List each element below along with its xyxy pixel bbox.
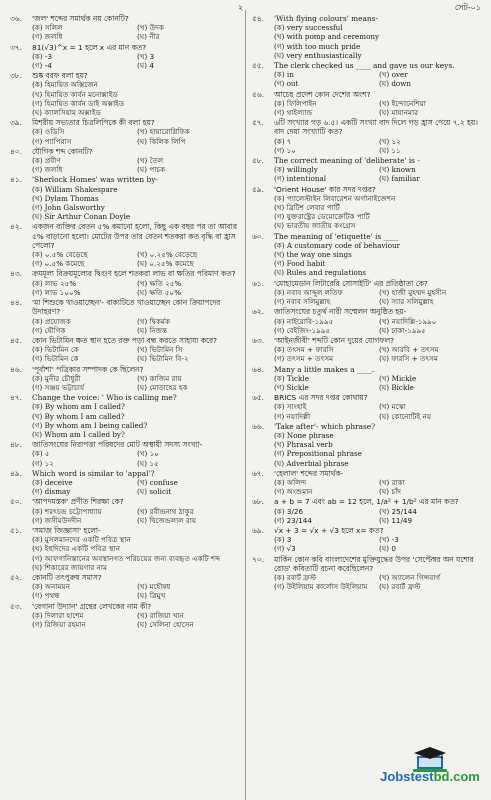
question-item (252, 365, 484, 393)
option-list (274, 194, 484, 231)
answer-option: (গ) Sickle (274, 382, 309, 392)
answer-option: (খ) নয়াদিল্লি-১৯৯০ (379, 316, 437, 326)
question-number: ৬২. (252, 307, 264, 317)
answer-option: (খ) তৈল (137, 156, 164, 166)
answer-option: (ক) ফিলিপাইন (274, 98, 317, 108)
answer-option: (গ) হিমায়িত কার্বন ডাই অক্সাইড (32, 98, 125, 108)
answer-option: (খ) the way one sings (274, 250, 352, 260)
answer-option: (ঘ) ভিটামিন বি-২ (137, 354, 189, 364)
option-list (274, 99, 484, 117)
answer-option: (খ) over (379, 70, 408, 80)
question-text: 'আইনজীবী' শব্দটি কোন দুয়ের যোগফল? (274, 335, 395, 345)
answer-option: (ঘ) familiar (379, 174, 420, 184)
question-text: a + b = 7 এবং ab = 12 হলে, 1/a² + 1/b² এর মান কত? (274, 497, 459, 507)
question-text: জাতিসংঘের চতুর্থ নারী সম্মেলন অনুষ্ঠিত হয়- (274, 307, 407, 317)
question-item (10, 393, 242, 439)
answer-option: (ক) deceive (32, 477, 73, 487)
answer-option: (ঘ) পাচক (137, 165, 166, 175)
answer-option: (ক) ওডিসি (32, 127, 65, 137)
answer-option: (গ) রিজিয়া রহমান (32, 620, 86, 629)
answer-option: (খ) By whom I am called? (32, 411, 125, 421)
answer-option: (গ) যৌগিক (32, 325, 66, 335)
question-text: জাতিসংঘের নিরাপত্তা পরিষদের মোট অস্থায়ী সদস্য সংখ্যা- (32, 440, 203, 450)
question-text: 'মা শিশুকে খাওয়াচ্ছেন'- বাক্যটিতে খাওয়াচ্ছেন কোন ক্রিয়াপদের উদাহরণ? (32, 298, 221, 317)
answer-option: (ঘ) ক্ষতি ৫০% (137, 287, 182, 297)
answer-option: (ঘ) স্যার সলিমুল্লাহ (379, 297, 434, 307)
question-item (10, 147, 242, 175)
answer-option: (খ) -3 (379, 535, 399, 545)
answer-option: (গ) জলধি (32, 165, 63, 175)
question-text: 'Orient House' কার সদর দপ্তর? (274, 184, 376, 194)
answer-option: (গ) ভিটামিন কে (32, 354, 79, 364)
option-list (32, 279, 242, 297)
answer-option: (খ) ব্রিটিশ লেবার পার্টি (274, 203, 340, 213)
page-number: ২ (238, 3, 244, 12)
question-number: ৪৫. (10, 335, 22, 345)
answer-option: (ঘ) মোতাহের হক (137, 382, 188, 392)
question-number: ৪০. (10, 146, 22, 156)
answer-option: (গ) John Galsworthy (32, 203, 105, 213)
answer-option: (গ) তৎসম + তৎসম (274, 354, 334, 364)
answer-option: (খ) ইহুদিদের একটি পবিত্র স্থান (32, 544, 121, 554)
question-number: ৬৭. (252, 468, 264, 478)
question-number: ৩৬. (10, 14, 22, 23)
question-number: ৪৭. (10, 393, 22, 403)
answer-option: (খ) ভিটামিন সি (137, 345, 183, 355)
set-label: সেট-০১ (454, 3, 481, 12)
answer-option: (খ) Phrasal verb (274, 440, 333, 450)
question-item (252, 61, 484, 89)
answer-option: (গ) উইলিয়াম কার্লোস উইলিয়াম (274, 582, 368, 592)
question-number: ৫০. (10, 497, 22, 507)
answer-option: (ক) None phrase (274, 430, 334, 440)
answer-option: (ক) অলিন্দ (274, 477, 307, 487)
question-text: কোন ভিটামিন ক্ষত স্থান হতে রক্ত পড়া বন্ধ করতে সাহায্য করে? (32, 335, 217, 345)
option-list (32, 478, 242, 496)
answer-option: (গ) থাইল্যান্ড (274, 108, 313, 118)
question-text: 'মোহামেডান লিটারেরি সোসাইটি' এর প্রতিষ্ঠাতা কে? (274, 278, 428, 288)
answer-option: (গ) নয়াদিল্লী (274, 411, 311, 421)
answer-option: (ঘ) ঢাকা-১৯৯৫ (379, 325, 426, 335)
question-number: ৪৪. (10, 298, 22, 308)
question-text: Many a little makes a ____. (274, 364, 375, 374)
answer-option: (ঘ) ক্যালসিয়াম অক্সাইড (32, 108, 101, 118)
option-list (274, 137, 484, 155)
question-number: ৪৯. (10, 468, 22, 478)
answer-option: (ঘ) 4 (137, 61, 154, 71)
answer-option: (খ) মস্কো (379, 402, 406, 412)
question-number: ৬০. (252, 231, 264, 241)
question-number: ৬৬. (252, 421, 264, 431)
question-item (10, 526, 242, 572)
answer-option: (ক) -3 (32, 51, 53, 61)
answer-option: (ঘ) Whom am I called by? (32, 429, 125, 439)
answer-option: (খ) রাকা (379, 477, 405, 487)
question-item (10, 298, 242, 335)
answer-option: (খ) 25/144 (379, 506, 417, 516)
answer-option: (ঘ) solicit (137, 487, 172, 497)
question-item (10, 440, 242, 468)
answer-option: (গ) -4 (32, 61, 52, 71)
option-list (274, 345, 484, 363)
question-number: ৬৫. (252, 393, 264, 403)
answer-option: (ক) William Shakespare (32, 184, 118, 194)
answer-option: (ঘ) Sir Arthur Conan Doyle (32, 212, 131, 222)
answer-option: (ঘ) ০.২৫% কমেছে (137, 259, 194, 269)
question-text: 'সমাজ জিজ্ঞাসা' হলো- (32, 525, 101, 535)
answer-option: (ক) 3/26 (274, 506, 304, 516)
option-list (32, 582, 242, 600)
answer-option: (ক) By whom am I called? (32, 402, 125, 412)
question-number: ৭০. (252, 554, 264, 564)
answer-option: (ক) ৭ (274, 136, 292, 146)
answer-option: (ক) লাভ ২৫% (32, 278, 77, 288)
question-item (10, 497, 242, 525)
question-text: 'Take after'- which phrase? (274, 421, 376, 431)
question-item (252, 185, 484, 231)
question-item (10, 118, 242, 146)
question-number: ৫৪. (252, 14, 264, 23)
answer-option: (খ) Mickle (379, 373, 417, 383)
answer-option: (ক) 3 (274, 535, 292, 545)
question-item (10, 469, 242, 497)
question-number: ৫৭. (252, 118, 264, 128)
answer-option: (ক) very successful (274, 23, 343, 33)
option-list (32, 507, 242, 525)
question-number: ৬৩. (252, 335, 264, 345)
answer-option: (গ) সঞ্জয় ভট্টাচার্য (32, 382, 85, 392)
answer-option: (গ) ০.৫% কমেছে (32, 259, 85, 269)
question-text: আচেহ প্রদেশ কোন দেশের অংশ? (274, 89, 371, 99)
question-text: 'আপদমস্তক' প্রণীত শিরক্ষা কে? (32, 497, 124, 507)
answer-option: (খ) Dylam Thomas (32, 193, 99, 203)
answer-option: (ক) হিমায়িত অক্সিজেন (32, 80, 98, 90)
answer-option: (ঘ) কিলিক লিপি (137, 136, 186, 146)
answer-option: (গ) যুক্তরাষ্ট্রের ডেমোক্রেটিক পার্টি (274, 212, 370, 222)
option-list (274, 23, 484, 60)
answer-option: (ঘ) দ্বিজেন্দ্রলাল রায় (137, 515, 197, 525)
answer-option: (ঘ) ভারতীয় জাতীয় কংগ্রেস (274, 221, 356, 231)
option-list (274, 241, 484, 278)
answer-option: (গ) ১০ (274, 145, 296, 155)
answer-option: (ঘ) শিকারের জায়গার নাম (32, 562, 107, 572)
option-list (32, 345, 242, 363)
answer-option: (খ) দ্বিকর্মক (137, 316, 170, 326)
question-number: ৫২. (10, 572, 22, 582)
answer-option: (ক) অনাময়ন (32, 582, 71, 592)
question-item (252, 90, 484, 118)
answer-option: (খ) with pomp and ceremony (274, 32, 380, 42)
answer-option: (খ) হাজী মুহম্মদ মুহসীন (379, 287, 447, 297)
option-list (32, 317, 242, 335)
answer-option: (ক) তৎসম + ফারসি (274, 345, 334, 355)
option-list (32, 23, 242, 41)
answer-option: (গ) জলধি (32, 32, 63, 42)
question-text: 'Sherlock Homes' was written by- (32, 175, 158, 185)
answer-option: (ঘ) Adverbial phrase (274, 458, 349, 468)
question-item (252, 393, 484, 421)
question-number: ৫৬. (252, 89, 264, 99)
answer-option: (খ) ১০ (137, 449, 159, 459)
answer-option: (গ) dismay (32, 487, 71, 497)
answer-option: (ঘ) Rules and regulations (274, 268, 367, 278)
answer-option: (ঘ) রবার্ট ফ্রস্ট (379, 582, 421, 592)
answer-option: (গ) লাভ ১০০% (32, 287, 81, 297)
column-divider (245, 10, 246, 800)
option-list (274, 317, 484, 335)
left-column (10, 14, 242, 630)
option-list (32, 185, 242, 222)
option-list (274, 535, 484, 553)
question-text: 'হেলাল' শব্দের সমার্থক- (274, 468, 344, 478)
option-list (32, 250, 242, 268)
answer-option: (ঘ) Bickle (379, 382, 414, 392)
answer-option: (ঘ) ত্রিমুখ (137, 591, 166, 601)
question-number: ৪৩. (10, 269, 22, 279)
option-list (274, 478, 484, 496)
option-list (274, 374, 484, 392)
answer-option: (খ) মহৌষধ (137, 582, 171, 592)
question-text: The clerk checked us ____ and gave us our keys. (274, 61, 455, 71)
answer-option: (ক) in (274, 70, 294, 80)
answer-option: (খ) ক্ষতি ২৫% (137, 278, 182, 288)
answer-option: (ক) ০.৫% বেড়েছে (32, 250, 88, 260)
answer-option: (ঘ) ১৫ (137, 458, 159, 468)
question-item (10, 43, 242, 71)
watermark-text: Jobstestbd.com (380, 769, 480, 784)
answer-option: (খ) known (379, 165, 416, 175)
answer-option: (ক) ৫ (32, 449, 50, 459)
answer-option: (ক) মুসলমানদের একটি পবিত্র স্থান (32, 535, 131, 545)
question-number: ৬৪. (252, 364, 264, 374)
answer-option: (গ) Food habit (274, 259, 326, 269)
option-list (274, 431, 484, 468)
option-list (32, 374, 242, 392)
option-list (32, 156, 242, 174)
answer-option: (ঘ) ফারসি + তৎসম (379, 354, 438, 364)
answer-option: (ঘ) very enthusiastically (274, 50, 362, 60)
question-text: 'With flying colours' means- (274, 14, 378, 23)
option-list (274, 402, 484, 420)
answer-option: (ক) নাইরোবি-১৯৯৫ (274, 316, 334, 326)
question-item (10, 336, 242, 364)
option-list (274, 165, 484, 183)
question-item (252, 307, 484, 335)
answer-option: (ক) সাংহাই (274, 402, 307, 412)
question-item (252, 555, 484, 592)
answer-option: (খ) উদক (137, 23, 165, 33)
answer-option: (গ) Prepositional phrase (274, 449, 362, 459)
site-watermark (380, 747, 480, 787)
answer-option: (গ) নবাব সলিমুল্লাহ (274, 297, 331, 307)
answer-option: (গ) অংশুমান (274, 487, 313, 497)
option-list (32, 535, 242, 572)
answer-option: (গ) পথন্ধ (32, 591, 60, 601)
answer-option: (ঘ) 11/49 (379, 515, 413, 525)
option-list (32, 402, 242, 439)
question-item (252, 469, 484, 497)
answer-option: (ক) মুনীর চৌধুরী (32, 373, 81, 383)
option-list (32, 449, 242, 467)
question-item (252, 526, 484, 554)
option-list (274, 70, 484, 88)
answer-option: (ক) Tickle (274, 373, 309, 383)
question-number: ৩৯. (10, 118, 22, 128)
question-text: যৌগিক শব্দ কোনটি? (32, 146, 93, 156)
question-text: কোনটি তৎপুরুষ সমাস? (32, 572, 102, 582)
question-text: Which word is similar to 'appal'? (32, 468, 155, 478)
option-list (274, 573, 484, 591)
question-item (252, 118, 484, 155)
question-item (252, 14, 484, 60)
answer-option: (গ) ১২ (32, 458, 54, 468)
question-item (10, 71, 242, 117)
option-list (274, 288, 484, 306)
question-number: ৬৯. (252, 525, 264, 535)
answer-option: (খ) অ্যালেন গিন্সবার্গ (379, 572, 441, 582)
question-text: 81(√3)^x = 1 হলে x এর মান কত? (32, 42, 147, 52)
question-number: ৫৫. (252, 61, 264, 71)
answer-option: (গ) প্যাপিরাস (32, 136, 72, 146)
answer-option: (ঘ) সেলিনা হোসেন (137, 620, 194, 629)
answer-option: (গ) By whom am I being called? (32, 420, 148, 430)
question-number: ৪১. (10, 175, 22, 185)
answer-option: (গ) intentional (274, 174, 327, 184)
question-text: √x + 3 = √x + √3 হলে x= কত? (274, 525, 384, 535)
answer-option: (গ) with too much pride (274, 41, 361, 51)
answer-option: (ঘ) down (379, 79, 412, 89)
question-number: ৫৯. (252, 184, 264, 194)
answer-option: (ঘ) ১১ (379, 145, 401, 155)
answer-option: (ঘ) নিজন্ত (137, 325, 168, 335)
question-item (10, 573, 242, 601)
question-item (10, 222, 242, 268)
answer-option: (খ) 3 (137, 51, 155, 61)
question-number: ৪৬. (10, 364, 22, 374)
answer-option: (গ) জসীমউদদীন (32, 515, 82, 525)
question-item (10, 365, 242, 393)
answer-option: (ক) ভিটামিন কে (32, 345, 79, 355)
answer-option: (ক) সলিল (32, 23, 63, 33)
question-item (10, 269, 242, 297)
answer-option: (খ) রবীন্দ্রনাথ ঠাকুর (137, 506, 194, 516)
answer-option: (গ) বেইজিং-১৯৯৫ (274, 325, 331, 335)
answer-option: (ক) প্রবীণ (32, 156, 61, 166)
answer-option: (খ) confuse (137, 477, 178, 487)
question-item (10, 602, 242, 630)
answer-option: (ক) A customary code of behaviour (274, 240, 401, 250)
question-number: ৩৭. (10, 42, 22, 52)
answer-option: (ঘ) নীর (137, 32, 160, 42)
question-number: ৫৮. (252, 156, 264, 166)
answer-option: (খ) কাজিম রায় (137, 373, 182, 383)
question-text: ৬টি সংখ্যার গড় ৬.৫। একটি সংখ্যা বাদ দিলে গড় হ্রাস পেয়ে ৭.২ হয়। বাদ দেয়া সংখ্যাটি কত? (274, 118, 478, 137)
answer-option: (ঘ) চাঁদ (379, 487, 402, 497)
question-item (252, 232, 484, 278)
question-text: 'পূর্বাশা' পত্রিকার সম্পাদক কে ছিলেন? (32, 364, 144, 374)
answer-option: (খ) আরবি + তৎসম (379, 345, 439, 355)
question-text: Change the voice: ' Who is calling me? (32, 393, 177, 403)
answer-option: (ক) willingly (274, 165, 318, 175)
question-number: ৩৮. (10, 71, 22, 81)
answer-option: (ক) দিলারা হাশেম (32, 610, 84, 620)
question-text: মার্কিন কোন কবি বাংলাদেশের মুক্তিযুদ্ধের উপর 'সেপ্টেম্বর অন যশোর রোড' কবিতাটি রচনা করেছিলেন? (274, 554, 474, 573)
option-list (32, 127, 242, 145)
question-number: ৫১. (10, 525, 22, 535)
answer-option: (ঘ) 0 (379, 544, 396, 554)
question-item (10, 14, 242, 42)
question-number: ৫৩. (10, 601, 22, 611)
question-text: শুষ্ক বরফ বলা হয়? (32, 71, 88, 81)
answer-option: (খ) ০.২৫% বেড়েছে (137, 250, 198, 260)
answer-option: (গ) √3 (274, 544, 296, 554)
question-text: BRICS এর সদর দপ্তর কোথায়? (274, 393, 368, 403)
answer-option: (গ) out (274, 79, 299, 89)
option-list (32, 611, 242, 629)
question-number: ৬৮. (252, 497, 264, 507)
question-text: একজন ব্যক্তির বেতন ৫% কমানো হলো, কিছু এক বছর পর তা আবার ৫% বাড়ানো হলো। মোটের উপর তার বেতন শতকরা কত বৃদ্ধি বা হ্রাস পেলো? (32, 222, 237, 250)
question-item (252, 336, 484, 364)
answer-option: (ঘ) মায়ানমার (379, 108, 419, 118)
answer-option: (ঘ) কোনোটিই নয় (379, 411, 432, 421)
answer-option: (ক) প্যালেস্টাইন লিবারেশন অর্গানাইজেশন (274, 193, 396, 203)
answer-option: (ক) নবাব আব্দুল লতিফ (274, 287, 343, 297)
question-item (252, 279, 484, 307)
answer-option: (ক) শরৎচন্দ্র চট্টোপাধ্যায় (32, 506, 102, 516)
question-item (252, 422, 484, 468)
question-number: ৪৮. (10, 440, 22, 450)
answer-option: (ক) প্রযোজক (32, 316, 71, 326)
question-item (10, 175, 242, 221)
right-column (252, 14, 484, 592)
question-item (252, 497, 484, 525)
answer-option: (গ) আফগানিস্তানের অবস্থানগত পরিচয়ের জন্য ব্যবহৃত একটি শব্দ (32, 553, 221, 563)
answer-option: (খ) হিমায়িত কার্বন মনোক্সাইড (32, 89, 118, 99)
answer-option: (ক) রবার্ট ফ্রস্ট (274, 572, 317, 582)
option-list (32, 80, 242, 117)
question-text: 'বেগানা উদ্যান' গ্রন্থের লেখকের নাম কী? (32, 601, 152, 611)
option-list (32, 52, 242, 70)
question-text: 'জল' শব্দের সমার্থক নয় কোনটি? (32, 14, 129, 23)
question-text: The correct meaning of 'deliberate' is - (274, 156, 420, 166)
answer-option: (খ) ইন্দোনেশিয়া (379, 98, 426, 108)
question-item (252, 156, 484, 184)
answer-option: (খ) রাজিয়া খান (137, 610, 184, 620)
question-text: ক্রমমূল্য বিক্রয়মূল্যের দ্বিগুণ হলে শতকরা লাভ বা ক্ষতির পরিমাণ কত? (32, 269, 236, 279)
answer-option: (গ) 23/144 (274, 515, 312, 525)
option-list (274, 507, 484, 525)
question-text: মিশরীয় সভ্যতার চিত্রলিপিকে কী বলা হয়? (32, 118, 155, 128)
answer-option: (খ) হায়ারোগ্লিফিক (137, 127, 190, 137)
question-text: The meaning of 'etiquette' is ____ (274, 231, 399, 241)
question-number: ৬১. (252, 278, 264, 288)
question-number: ৪২. (10, 222, 22, 232)
answer-option: (খ) ১২ (379, 136, 401, 146)
